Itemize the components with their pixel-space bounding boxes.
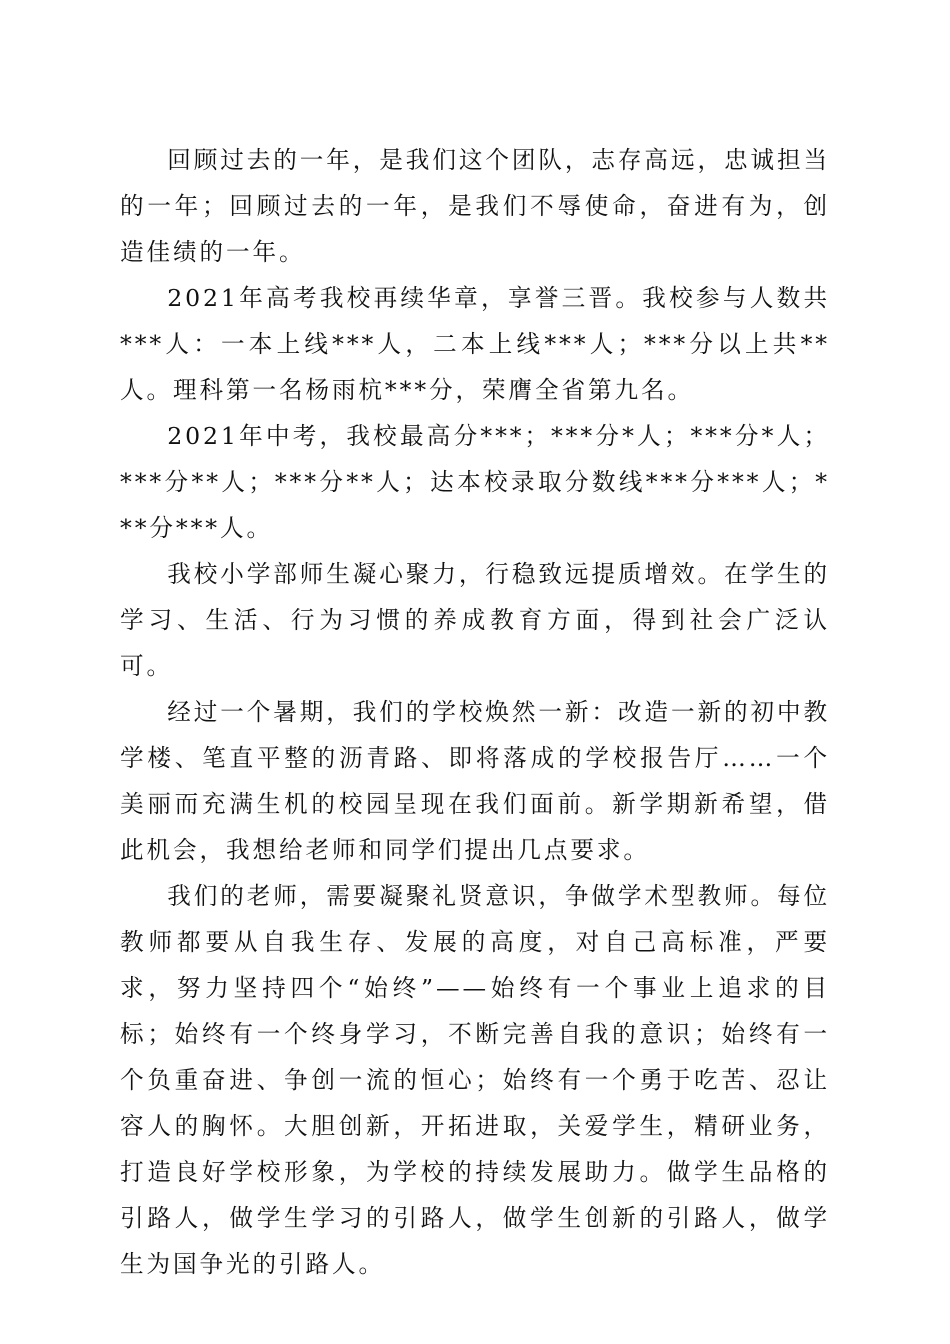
paragraph-gaokao: 2021年高考我校再续华章，享誉三晋。我校参与人数共***人：一本上线***人，二本上线***人；***分以上共**人。理科第一名杨雨杭***分，荣膺全省第九名。 <box>120 284 830 404</box>
paragraph-review: 回顾过去的一年，是我们这个团队，志存高远，忠诚担当的一年；回顾过去的一年，是我们不辱使命，奋进有为，创造佳绩的一年。 <box>120 146 830 266</box>
paragraph-primary-school: 我校小学部师生凝心聚力，行稳致远提质增效。在学生的学习、生活、行为习惯的养成教育方面，得到社会广泛认可。 <box>120 560 830 680</box>
paragraph-campus-renewal: 经过一个暑期，我们的学校焕然一新：改造一新的初中教学楼、笔直平整的沥青路、即将落成的学校报告厅……一个美丽而充满生机的校园呈现在我们面前。新学期新希望，借此机会，我想给老师和同学们提出几点要求。 <box>120 698 830 864</box>
paragraph-zhongkao: 2021年中考，我校最高分***；***分*人；***分*人；***分**人；***分**人；达本校录取分数线***分***人；***分***人。 <box>120 422 830 542</box>
paragraph-teachers: 我们的老师，需要凝聚礼贤意识，争做学术型教师。每位教师都要从自我生存、发展的高度，对自己高标准，严要求，努力坚持四个“始终”——始终有一个事业上追求的目标；始终有一个终身学习，不断完善自我的意识；始终有一个负重奋进、争创一流的恒心；始终有一个勇于吃苦、忍让容人的胸怀。大胆创新，开拓进取，关爱学生，精研业务，打造良好学校形象，为学校的持续发展助力。做学生品格的引路人，做学生学习的引路人，做学生创新的引路人，做学生为国争光的引路人。 <box>120 882 830 1278</box>
document-page <box>120 137 830 1287</box>
